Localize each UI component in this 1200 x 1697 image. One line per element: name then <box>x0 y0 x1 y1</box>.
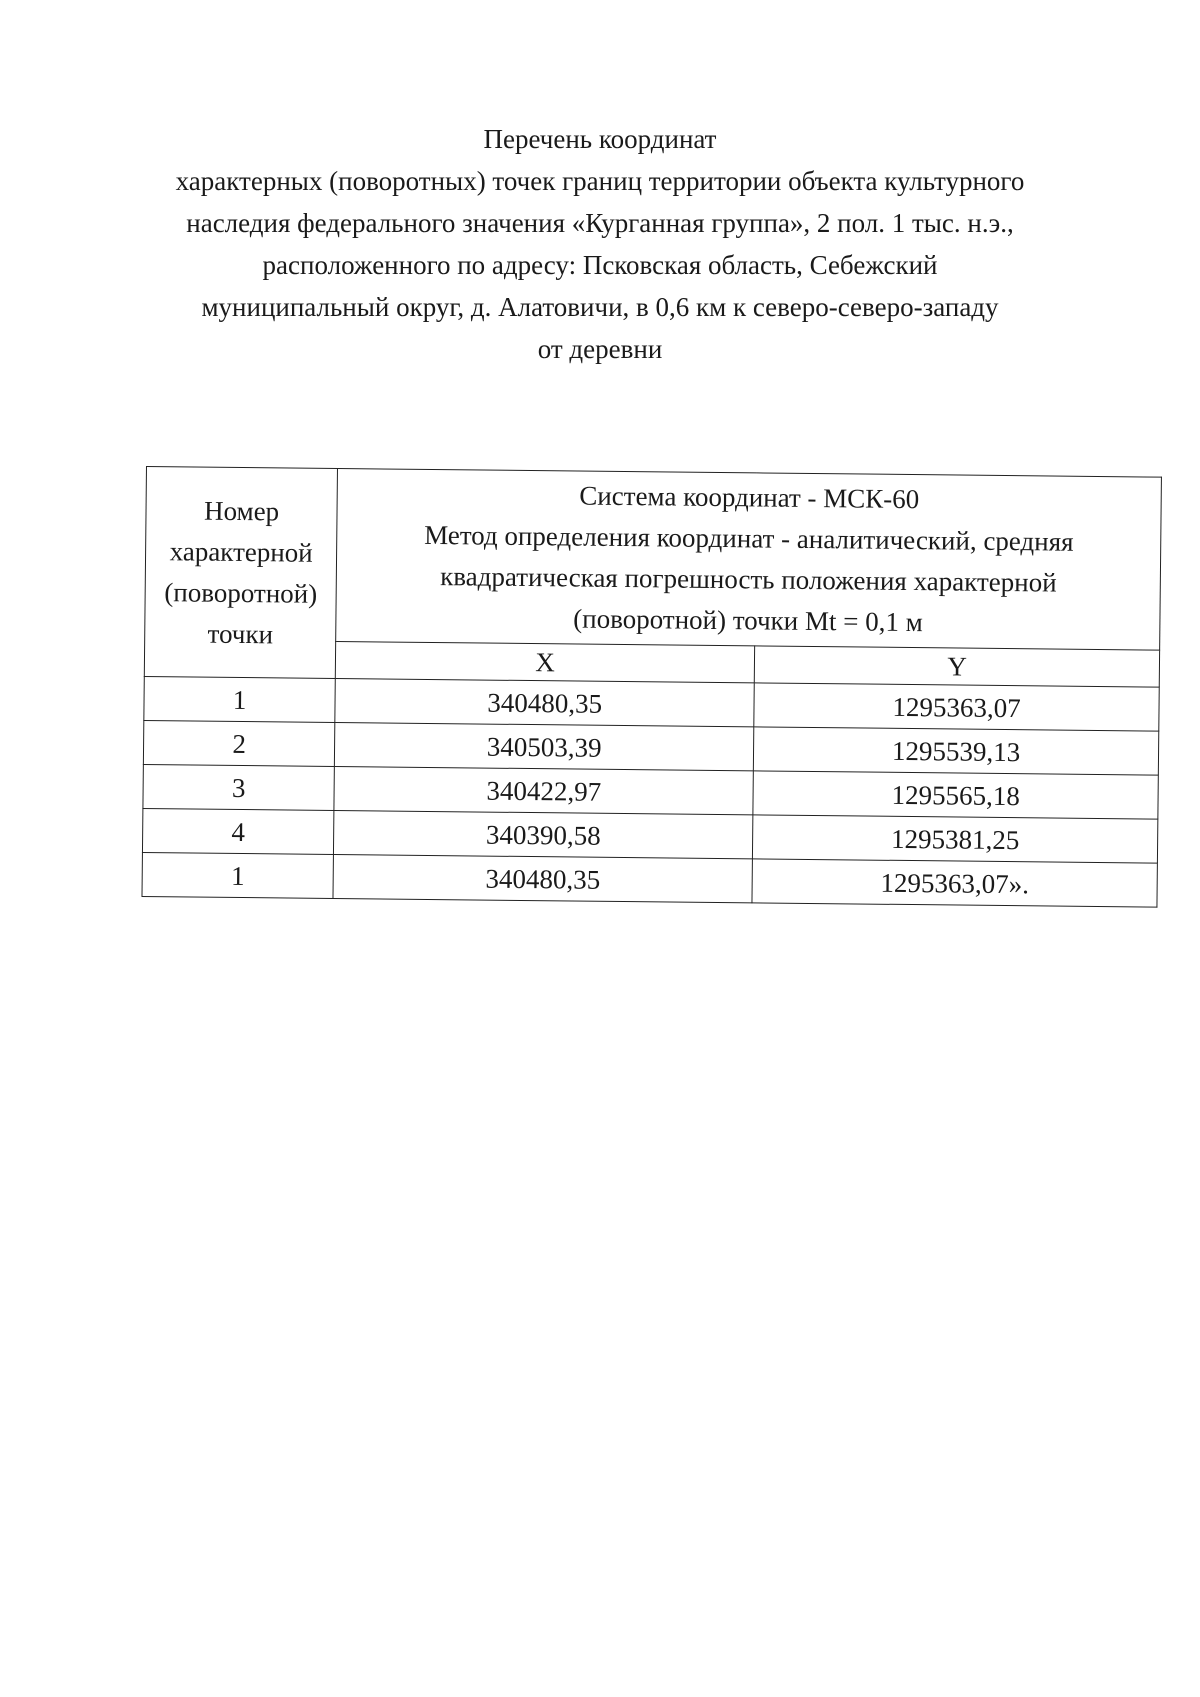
title-line: от деревни <box>537 334 663 364</box>
y-coordinate-cell: 1295539,13 <box>754 727 1159 775</box>
x-coordinate-cell: 340422,97 <box>334 766 753 814</box>
point-header-line: характерной <box>169 535 313 568</box>
coordinates-table <box>141 466 1161 908</box>
system-header-line: Метод определения координат - аналитический, средняя <box>424 519 1074 557</box>
table-row <box>142 852 1157 907</box>
point-header-line: Номер <box>203 495 280 526</box>
y-coordinate-cell: 1295565,18 <box>753 771 1158 819</box>
table-header-row <box>145 467 1162 651</box>
point-number-cell: 3 <box>143 764 335 810</box>
y-coordinate-cell: 1295363,07 <box>754 683 1159 731</box>
system-header-line: (поворотной) точки Mt = 0,1 м <box>573 603 923 638</box>
point-number-cell: 2 <box>143 720 335 766</box>
y-coordinate-cell: 1295363,07». <box>752 859 1157 907</box>
point-header-line: (поворотной) <box>164 576 318 609</box>
system-header-line: квадратическая погрешность положения характерной <box>440 561 1057 598</box>
point-number-header <box>144 467 337 679</box>
point-number-cell: 1 <box>142 852 334 898</box>
title-line: муниципальный округ, д. Алатовичи, в 0,6 км к северо-северо-западу <box>201 292 999 322</box>
point-number-cell: 1 <box>144 676 336 722</box>
title-line: наследия федерального значения «Курганная группа», 2 пол. 1 тыс. н.э., <box>186 208 1014 238</box>
point-number-cell: 4 <box>142 808 334 854</box>
x-column-header: X <box>335 641 754 682</box>
system-header-line: Система координат - МСК-60 <box>579 480 920 515</box>
title-line: характерных (поворотных) точек границ территории объекта культурного <box>175 166 1025 196</box>
x-coordinate-cell: 340390,58 <box>334 810 753 858</box>
x-coordinate-cell: 340480,35 <box>333 854 752 902</box>
title-line: Перечень координат <box>483 124 717 154</box>
x-coordinate-cell: 340503,39 <box>335 722 754 770</box>
y-column-header: Y <box>754 646 1159 687</box>
coordinate-system-header <box>336 469 1162 651</box>
point-header-line: точки <box>207 618 274 649</box>
title-line: расположенного по адресу: Псковская область, Себежский <box>262 250 938 280</box>
document-title <box>150 118 1050 370</box>
x-coordinate-cell: 340480,35 <box>335 678 754 726</box>
y-coordinate-cell: 1295381,25 <box>753 815 1158 863</box>
